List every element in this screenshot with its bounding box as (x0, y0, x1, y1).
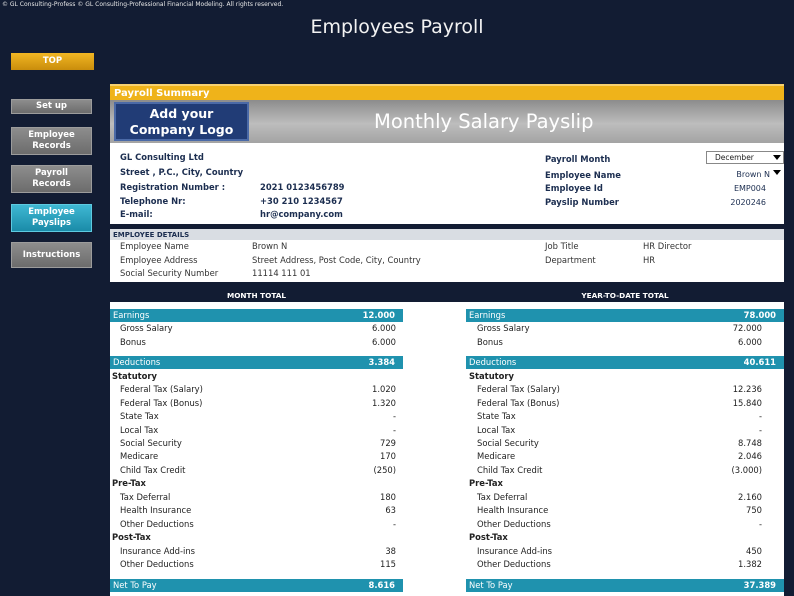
emp-name-value: Brown N (252, 241, 288, 251)
ytd-taxdef-label: Tax Deferral (477, 492, 528, 502)
month-net-value: 8.616 (368, 580, 395, 590)
month-child-value: (250) (373, 465, 396, 475)
department-value: HR (643, 255, 656, 265)
emp-address-value: Street Address, Post Code, City, Country (252, 255, 421, 265)
month-gross-label: Gross Salary (120, 323, 173, 333)
month-pretax-label: Pre-Tax (112, 478, 146, 488)
month-ss-label: Social Security (120, 438, 182, 448)
telephone-label: Telephone Nr: (120, 196, 186, 206)
ytd-total-heading: YEAR-TO-DATE TOTAL (581, 291, 669, 300)
ytd-other2-label: Other Deductions (477, 559, 551, 569)
ytd-pretax-label: Pre-Tax (469, 478, 503, 488)
ssn-label: Social Security Number (120, 268, 219, 278)
payslip-number-label: Payslip Number (545, 197, 619, 207)
ytd-medicare-value: 2.046 (738, 451, 762, 461)
employee-payslips-button[interactable]: Employee Payslips (11, 204, 92, 232)
month-taxdef-value: 180 (380, 492, 396, 502)
ytd-fed-bon-label: Federal Tax (Bonus) (477, 398, 560, 408)
telephone-value: +30 210 1234567 (260, 196, 343, 206)
month-local-value: - (392, 425, 396, 435)
payroll-month-value: December (715, 153, 754, 162)
job-title-label: Job Title (545, 241, 579, 251)
month-other1-value: - (392, 519, 396, 529)
month-other1-label: Other Deductions (120, 519, 194, 529)
emp-address-label: Employee Address (120, 255, 198, 265)
payroll-records-button[interactable]: Payroll Records (11, 165, 92, 193)
month-other2-value: 115 (380, 559, 396, 569)
ytd-earnings-bar (466, 309, 784, 322)
job-title-value: HR Director (643, 241, 692, 251)
payslip-title: Monthly Salary Payslip (374, 110, 594, 133)
month-earnings-bar (110, 309, 403, 322)
month-ss-value: 729 (380, 438, 396, 448)
ytd-net-value: 37.389 (743, 580, 776, 590)
ssn-value: 11114 111 01 (252, 268, 311, 278)
registration-value: 2021 0123456789 (260, 182, 345, 192)
ytd-earnings-label: Earnings (469, 310, 506, 320)
month-fed-bon-value: 1.320 (372, 398, 396, 408)
month-deductions-total: 3.384 (368, 357, 395, 367)
column-gap (403, 302, 466, 596)
ytd-other1-value: - (758, 519, 762, 529)
copyright-text: © GL Consulting-Profess © GL Consulting-Professional Financial Modeling. All rights reserved. (2, 1, 284, 8)
month-ins-label: Insurance Add-ins (120, 546, 195, 556)
ytd-child-value: (3.000) (731, 465, 762, 475)
payslip-number-value: 2020246 (730, 198, 766, 207)
company-name: GL Consulting Ltd (120, 152, 204, 162)
ytd-gross-value: 72.000 (732, 323, 762, 333)
month-other2-label: Other Deductions (120, 559, 194, 569)
ytd-ins-value: 450 (746, 546, 762, 556)
employee-name-select[interactable]: Brown N (736, 170, 770, 179)
ytd-other1-label: Other Deductions (477, 519, 551, 529)
month-medicare-label: Medicare (120, 451, 159, 461)
month-fed-bon-label: Federal Tax (Bonus) (120, 398, 203, 408)
month-fed-sal-label: Federal Tax (Salary) (120, 384, 203, 394)
month-fed-sal-value: 1.020 (372, 384, 396, 394)
month-health-label: Health Insurance (120, 505, 192, 515)
ytd-posttax-label: Post-Tax (469, 532, 508, 542)
ytd-taxdef-value: 2.160 (738, 492, 762, 502)
totals-header (110, 288, 784, 302)
month-gross-value: 6.000 (372, 323, 396, 333)
ytd-gross-label: Gross Salary (477, 323, 530, 333)
month-child-label: Child Tax Credit (120, 465, 186, 475)
company-logo-placeholder: Add your Company Logo (114, 102, 249, 141)
month-net-label: Net To Pay (113, 580, 157, 590)
ytd-local-value: - (758, 425, 762, 435)
ytd-fed-sal-value: 12.236 (732, 384, 762, 394)
ytd-medicare-label: Medicare (477, 451, 516, 461)
ytd-health-value: 750 (746, 505, 762, 515)
employee-records-button[interactable]: Employee Records (11, 127, 92, 155)
month-health-value: 63 (385, 505, 396, 515)
month-posttax-label: Post-Tax (112, 532, 151, 542)
emp-name-label: Employee Name (120, 241, 189, 251)
payroll-month-label: Payroll Month (545, 154, 611, 164)
page-title: Employees Payroll (310, 16, 484, 38)
payroll-summary-bar: Payroll Summary (110, 84, 784, 100)
ytd-net-bar (466, 579, 784, 592)
month-state-value: - (392, 411, 396, 421)
employee-id-label: Employee Id (545, 183, 603, 193)
month-medicare-value: 170 (380, 451, 396, 461)
month-earnings-label: Earnings (113, 310, 150, 320)
month-net-bar (110, 579, 403, 592)
email-value: hr@company.com (260, 209, 343, 219)
instructions-button[interactable]: Instructions (11, 242, 92, 268)
month-deductions-bar (110, 356, 403, 369)
ytd-bonus-value: 6.000 (738, 337, 762, 347)
employee-details-heading: EMPLOYEE DETAILS (110, 229, 784, 240)
month-total-heading: MONTH TOTAL (226, 291, 287, 300)
payroll-month-select[interactable] (706, 151, 784, 164)
ytd-deductions-total: 40.611 (743, 357, 776, 367)
month-deductions-label: Deductions (113, 357, 161, 367)
ytd-fed-bon-value: 15.840 (732, 398, 762, 408)
month-taxdef-label: Tax Deferral (120, 492, 171, 502)
ytd-ss-label: Social Security (477, 438, 539, 448)
ytd-earnings-total: 78.000 (743, 310, 776, 320)
month-local-label: Local Tax (120, 425, 159, 435)
ytd-deductions-label: Deductions (469, 357, 517, 367)
top-button[interactable]: TOP (11, 53, 94, 70)
setup-button[interactable]: Set up (11, 99, 92, 114)
ytd-fed-sal-label: Federal Tax (Salary) (477, 384, 560, 394)
month-ins-value: 38 (385, 546, 396, 556)
payslip-panel (110, 84, 784, 596)
ytd-local-label: Local Tax (477, 425, 516, 435)
ytd-state-label: State Tax (477, 411, 516, 421)
month-bonus-label: Bonus (120, 337, 146, 347)
ytd-child-label: Child Tax Credit (477, 465, 543, 475)
registration-label: Registration Number : (120, 182, 226, 192)
ytd-state-value: - (758, 411, 762, 421)
ytd-deductions-bar (466, 356, 784, 369)
ytd-statutory-label: Statutory (469, 371, 514, 381)
employee-dropdown-arrow-icon[interactable] (773, 170, 781, 175)
ytd-net-label: Net To Pay (469, 580, 513, 590)
month-bonus-value: 6.000 (372, 337, 396, 347)
month-statutory-label: Statutory (112, 371, 157, 381)
ytd-bonus-label: Bonus (477, 337, 503, 347)
dropdown-arrow-icon[interactable] (773, 155, 781, 160)
ytd-other2-value: 1.382 (738, 559, 762, 569)
month-state-label: State Tax (120, 411, 159, 421)
payslip-banner (110, 100, 784, 143)
month-earnings-total: 12.000 (362, 310, 395, 320)
email-label: E-mail: (120, 209, 153, 219)
employee-id-value: EMP004 (733, 184, 766, 193)
company-address: Street , P.C., City, Country (120, 167, 244, 177)
employee-name-label: Employee Name (545, 170, 621, 180)
ytd-ss-value: 8.748 (738, 438, 762, 448)
ytd-health-label: Health Insurance (477, 505, 549, 515)
ytd-ins-label: Insurance Add-ins (477, 546, 552, 556)
department-label: Department (545, 255, 596, 265)
